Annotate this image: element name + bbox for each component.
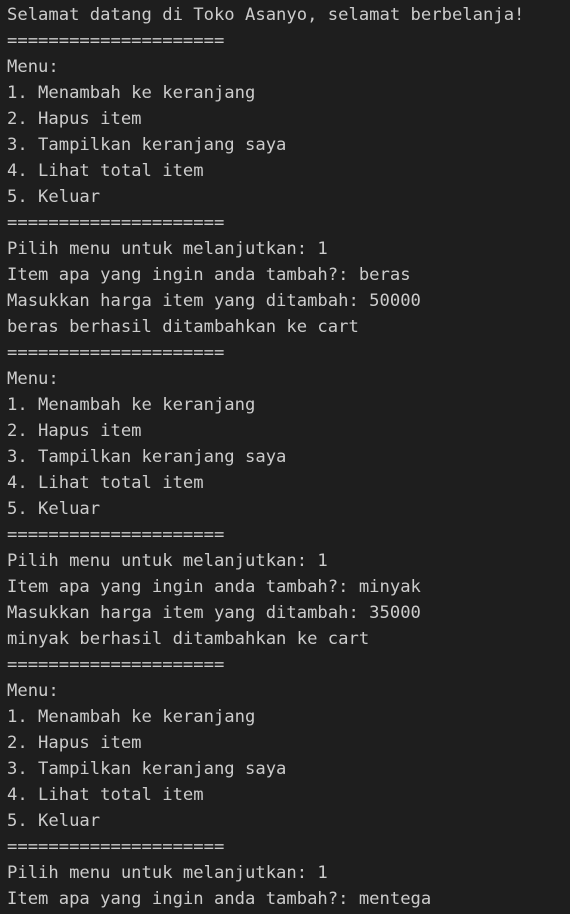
menu-option-exit: 5. Keluar bbox=[7, 499, 101, 519]
menu-option-delete: 2. Hapus item bbox=[7, 733, 142, 753]
menu-choice-prompt: Pilih menu untuk melanjutkan: 1 bbox=[7, 239, 328, 259]
menu-heading: Menu: bbox=[7, 369, 59, 389]
separator-line: ===================== bbox=[7, 655, 225, 675]
menu-option-add: 1. Menambah ke keranjang bbox=[7, 707, 256, 727]
menu-option-total: 4. Lihat total item bbox=[7, 785, 204, 805]
item-added-message: beras berhasil ditambahkan ke cart bbox=[7, 317, 359, 337]
menu-heading: Menu: bbox=[7, 57, 59, 77]
menu-option-total: 4. Lihat total item bbox=[7, 473, 204, 493]
menu-option-exit: 5. Keluar bbox=[7, 187, 101, 207]
separator-line: ===================== bbox=[7, 343, 225, 363]
item-name-prompt-active[interactable]: Item apa yang ingin anda tambah?: mentega bbox=[7, 889, 432, 909]
item-name-prompt: Item apa yang ingin anda tambah?: beras bbox=[7, 265, 411, 285]
item-name-prompt: Item apa yang ingin anda tambah?: minyak bbox=[7, 577, 421, 597]
item-price-prompt: Masukkan harga item yang ditambah: 50000 bbox=[7, 291, 421, 311]
menu-option-show-cart: 3. Tampilkan keranjang saya bbox=[7, 447, 287, 467]
menu-choice-prompt: Pilih menu untuk melanjutkan: 1 bbox=[7, 863, 328, 883]
item-price-prompt: Masukkan harga item yang ditambah: 35000 bbox=[7, 603, 421, 623]
menu-option-show-cart: 3. Tampilkan keranjang saya bbox=[7, 759, 287, 779]
menu-option-add: 1. Menambah ke keranjang bbox=[7, 83, 256, 103]
item-added-message: minyak berhasil ditambahkan ke cart bbox=[7, 629, 370, 649]
menu-option-show-cart: 3. Tampilkan keranjang saya bbox=[7, 135, 287, 155]
menu-choice-prompt: Pilih menu untuk melanjutkan: 1 bbox=[7, 551, 328, 571]
separator-line: ===================== bbox=[7, 31, 225, 51]
menu-option-add: 1. Menambah ke keranjang bbox=[7, 395, 256, 415]
menu-option-total: 4. Lihat total item bbox=[7, 161, 204, 181]
menu-heading: Menu: bbox=[7, 681, 59, 701]
separator-line: ===================== bbox=[7, 525, 225, 545]
separator-line: ===================== bbox=[7, 837, 225, 857]
welcome-line: Selamat datang di Toko Asanyo, selamat berbelanja! bbox=[7, 5, 525, 25]
menu-option-exit: 5. Keluar bbox=[7, 811, 101, 831]
menu-option-delete: 2. Hapus item bbox=[7, 421, 142, 441]
separator-line: ===================== bbox=[7, 213, 225, 233]
menu-option-delete: 2. Hapus item bbox=[7, 109, 142, 129]
